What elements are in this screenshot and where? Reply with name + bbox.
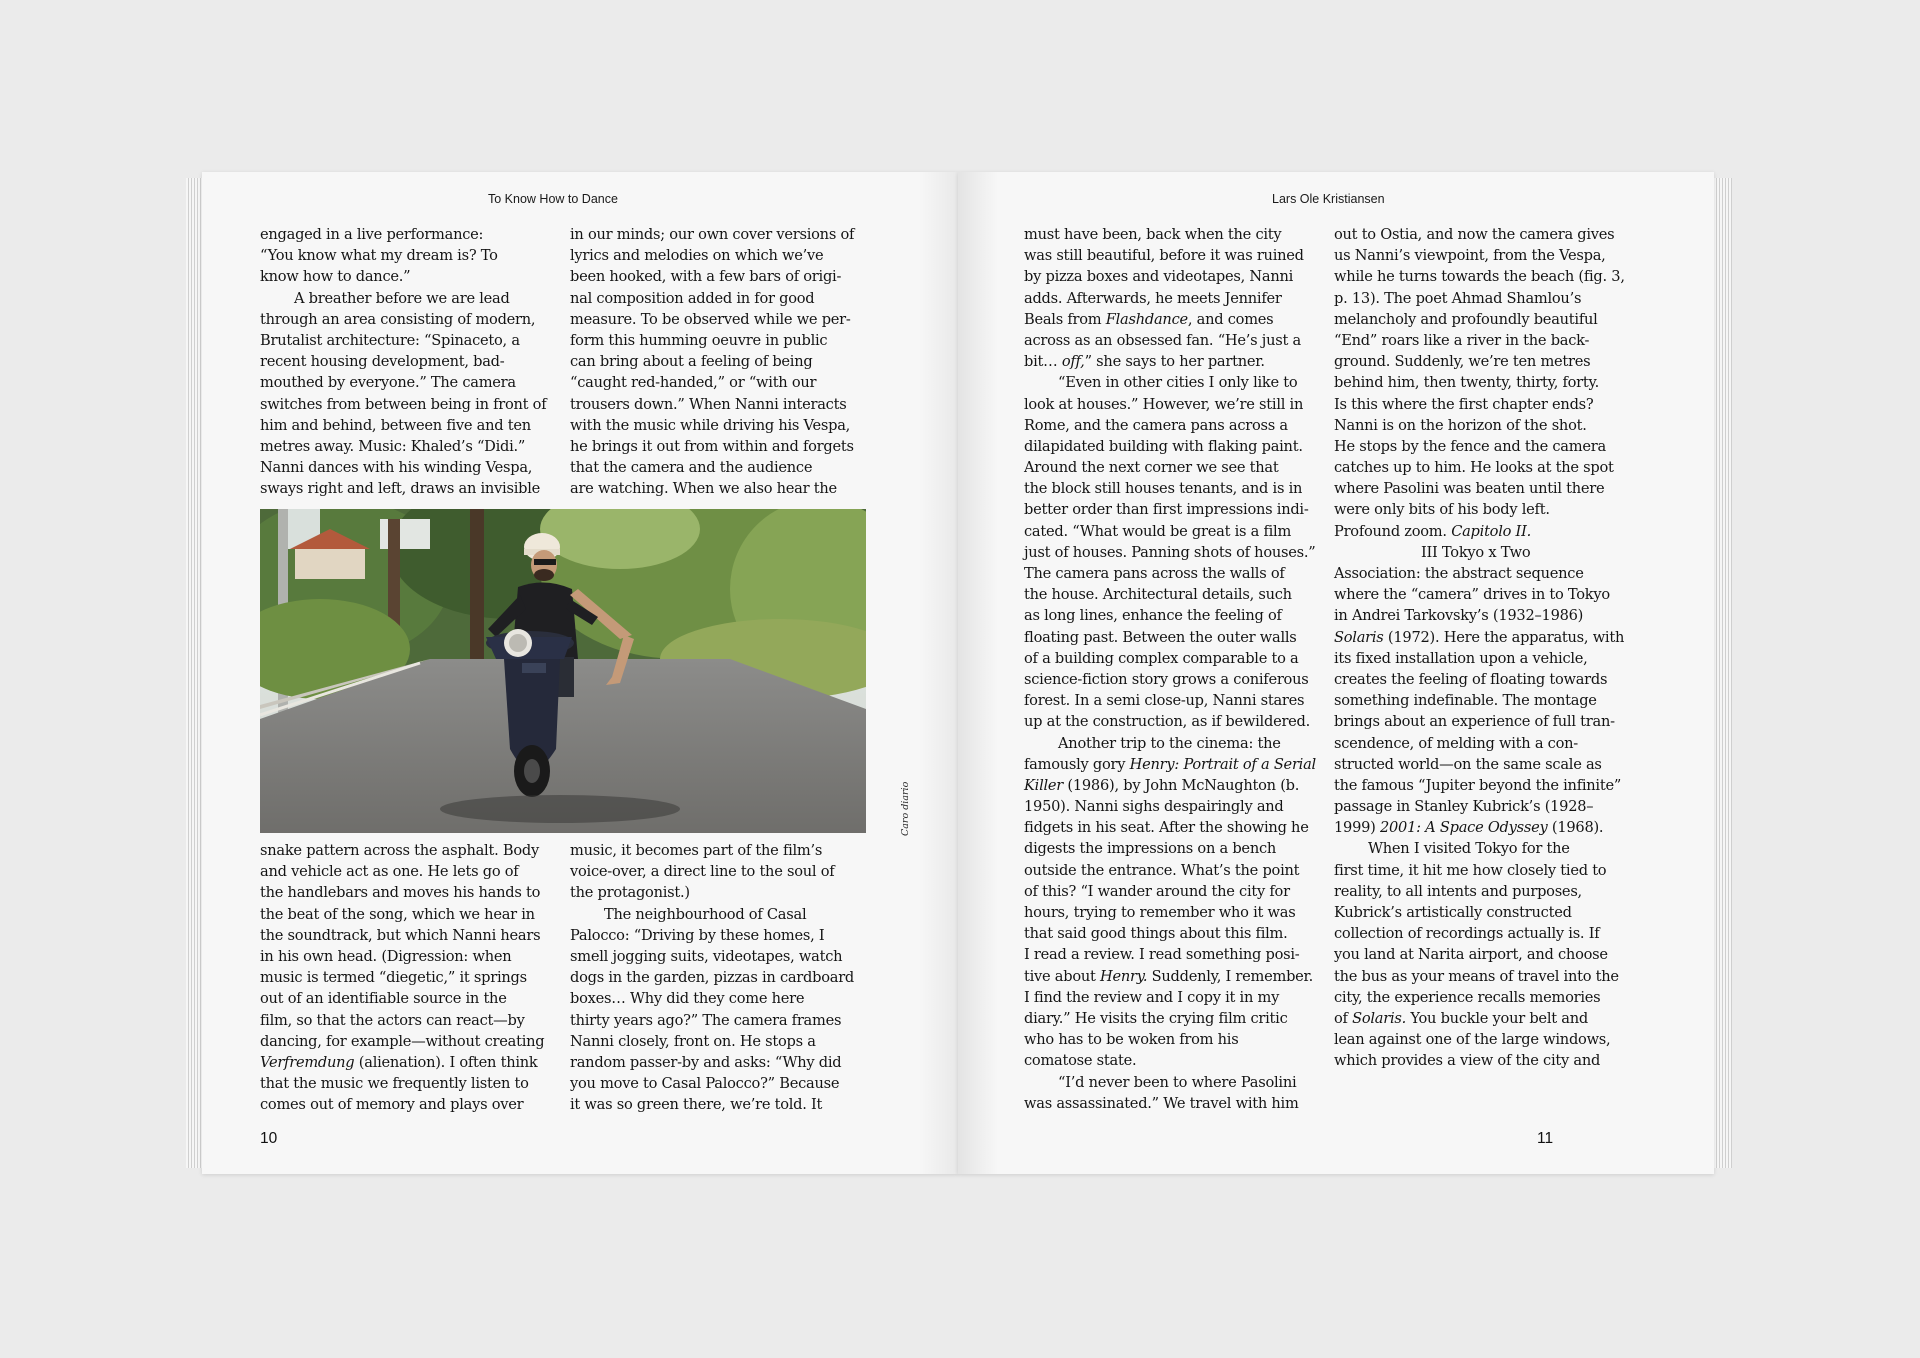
text-line: with the music while driving his Vespa, bbox=[570, 416, 851, 434]
text-line: film, so that the actors can react—by bbox=[260, 1011, 525, 1029]
text-line: floating past. Between the outer walls bbox=[1024, 628, 1297, 646]
text-line: the handlebars and moves his hands to bbox=[260, 884, 541, 902]
text-line: been hooked, with a few bars of origi- bbox=[570, 268, 842, 286]
film-still-photo bbox=[260, 509, 866, 833]
text-line: out to Ostia, and now the camera gives bbox=[1334, 226, 1615, 243]
text-fragment: famously gory bbox=[1024, 755, 1130, 773]
text-line: I find the review and I copy it in my bbox=[1024, 988, 1280, 1006]
page-number-right: 11 bbox=[1537, 1130, 1554, 1147]
text-line: that the music we frequently listen to bbox=[260, 1075, 529, 1093]
text-fragment: tive about bbox=[1024, 967, 1101, 985]
text-line: scendence, of melding with a con- bbox=[1334, 734, 1578, 752]
text-line: “Even in other cities I only like to bbox=[1058, 374, 1298, 392]
text-line: which provides a view of the city and bbox=[1334, 1052, 1601, 1070]
left-col2-bottom bbox=[570, 840, 870, 1115]
italic-title: 2001: A Space Odyssey bbox=[1379, 819, 1548, 837]
text-line: “I’d never been to where Pasolini bbox=[1058, 1073, 1297, 1091]
text-line: music is termed “diegetic,” it springs bbox=[260, 969, 527, 987]
text-fragment: bit… bbox=[1024, 353, 1062, 371]
text-line: Palocco: “Driving by these homes, I bbox=[570, 926, 825, 944]
italic-title: Solaris bbox=[1334, 628, 1384, 646]
text-line bbox=[1024, 775, 1324, 796]
text-line: the soundtrack, but which Nanni hears bbox=[260, 926, 541, 944]
text-line: him and behind, between five and ten bbox=[260, 416, 531, 434]
running-head-left: To Know How to Dance bbox=[488, 192, 618, 206]
gutter-shadow bbox=[958, 172, 998, 1174]
text-fragment: ” she says to her partner. bbox=[1084, 353, 1265, 371]
text-line: you move to Casal Palocco?” Because bbox=[570, 1075, 840, 1093]
text-line: was still beautiful, before it was ruined bbox=[1024, 247, 1304, 265]
text-line: collection of recordings actually is. If bbox=[1334, 925, 1600, 943]
text-line: Around the next corner we see that bbox=[1024, 459, 1279, 477]
right-page bbox=[958, 172, 1714, 1174]
text-line: ground. Suddenly, we’re ten metres bbox=[1334, 353, 1591, 371]
text-fragment: (1986), by John McNaughton (b. bbox=[1063, 776, 1300, 794]
text-line: smell jogging suits, videotapes, watch bbox=[570, 947, 843, 965]
text-line: better order than first impressions indi- bbox=[1024, 501, 1309, 519]
text-line: through an area consisting of modern, bbox=[260, 310, 536, 328]
text-line: When I visited Tokyo for the bbox=[1368, 840, 1570, 858]
running-head-right: Lars Ole Kristiansen bbox=[1272, 192, 1385, 206]
text-line: form this humming oeuvre in public bbox=[570, 331, 828, 349]
italic-term: Verfremdung bbox=[260, 1053, 355, 1071]
text-line: p. 13). The poet Ahmad Shamlou’s bbox=[1334, 289, 1582, 307]
text-line: were only bits of his body left. bbox=[1334, 501, 1550, 519]
text-line: who has to be woken from his bbox=[1024, 1031, 1239, 1049]
text-line: city, the experience recalls memories bbox=[1334, 988, 1601, 1006]
text-line: first time, it hit me how closely tied to bbox=[1334, 861, 1607, 879]
italic-title: Flashdance bbox=[1105, 310, 1188, 328]
text-line: music, it becomes part of the film’s bbox=[570, 842, 823, 859]
text-line: Nanni dances with his winding Vespa, bbox=[260, 459, 533, 477]
text-line: hours, trying to remember who it was bbox=[1024, 904, 1296, 921]
right-col2 bbox=[1334, 224, 1644, 1072]
vespa-rider-illustration bbox=[260, 509, 866, 833]
text-line: mouthed by everyone.” The camera bbox=[260, 374, 516, 392]
text-line: while he turns towards the beach (fig. 3, bbox=[1334, 268, 1625, 286]
caption-title: Caro diario bbox=[900, 781, 911, 836]
text-line: “End” roars like a river in the back- bbox=[1334, 331, 1590, 349]
text-fragment: 1999) bbox=[1334, 819, 1380, 837]
text-line: it was so green there, we’re told. It bbox=[570, 1096, 823, 1114]
text-line: dilapidated building with flaking paint. bbox=[1024, 437, 1303, 455]
text-line: cated. “What would be great is a film bbox=[1024, 522, 1292, 540]
text-line: sways right and left, draws an invisible bbox=[260, 480, 541, 498]
text-line: Nanni is on the horizon of the shot. bbox=[1334, 416, 1587, 434]
text-line: switches from between being in front of bbox=[260, 395, 547, 413]
text-line: trousers down.” When Nanni interacts bbox=[570, 395, 847, 413]
right-col1 bbox=[1024, 224, 1324, 1114]
text-line: thirty years ago?” The camera frames bbox=[570, 1011, 842, 1029]
text-line: was assassinated.” We travel with him bbox=[1024, 1094, 1299, 1112]
text-line: Nanni closely, front on. He stops a bbox=[570, 1032, 816, 1050]
text-line: structed world—on the same scale as bbox=[1334, 755, 1602, 773]
text-line: metres away. Music: Khaled’s “Didi.” bbox=[260, 437, 526, 455]
text-fragment: Suddenly, I remember. bbox=[1147, 967, 1314, 985]
text-line: he brings it out from within and forgets bbox=[570, 437, 854, 455]
text-line bbox=[1024, 351, 1324, 372]
text-line: reality, to all intents and purposes, bbox=[1334, 882, 1582, 900]
text-fragment: (1972). Here the apparatus, with bbox=[1383, 628, 1625, 646]
text-line: look at houses.” However, we’re still in bbox=[1024, 395, 1304, 413]
text-line: in our minds; our own cover versions of bbox=[570, 226, 855, 243]
left-col2-top bbox=[570, 224, 870, 499]
text-line: behind him, then twenty, thirty, forty. bbox=[1334, 374, 1599, 392]
left-col1-bottom bbox=[260, 840, 560, 1115]
text-line: diary.” He visits the crying film critic bbox=[1024, 1009, 1288, 1027]
text-line: in Andrei Tarkovsky’s (1932–1986) bbox=[1334, 607, 1584, 625]
text-line: where Pasolini was beaten until there bbox=[1334, 480, 1605, 498]
text-line: random passer-by and asks: “Why did bbox=[570, 1053, 842, 1071]
text-line: brings about an experience of full tran- bbox=[1334, 713, 1615, 731]
text-line: Another trip to the cinema: the bbox=[1058, 734, 1281, 752]
caption-text bbox=[900, 782, 911, 836]
text-line: must have been, back when the city bbox=[1024, 226, 1282, 243]
text-line: the block still houses tenants, and is in bbox=[1024, 480, 1303, 498]
text-line: The camera pans across the walls of bbox=[1024, 565, 1285, 582]
text-line: as long lines, enhance the feeling of bbox=[1024, 607, 1282, 625]
text-line: lyrics and melodies on which we’ve bbox=[570, 247, 824, 265]
text-line: Is this where the first chapter ends? bbox=[1334, 395, 1594, 413]
text-line: its fixed installation upon a vehicle, bbox=[1334, 649, 1588, 667]
text-fragment: Beals from bbox=[1024, 310, 1106, 328]
text-line: dancing, for example—without creating bbox=[260, 1032, 545, 1050]
text-line: nal composition added in for good bbox=[570, 289, 815, 307]
text-line: boxes… Why did they come here bbox=[570, 990, 805, 1008]
text-line: where the “camera” drives in to Tokyo bbox=[1334, 586, 1610, 604]
text-line: Brutalist architecture: “Spinaceto, a bbox=[260, 331, 520, 349]
text-line: “caught red-handed,” or “with our bbox=[570, 374, 817, 392]
text-line: lean against one of the large windows, bbox=[1334, 1031, 1611, 1049]
text-line: outside the entrance. What’s the point bbox=[1024, 861, 1300, 879]
text-fragment: You buckle your belt and bbox=[1406, 1009, 1588, 1027]
text-line: know how to dance.” bbox=[260, 268, 411, 286]
text-line: comatose state. bbox=[1024, 1052, 1137, 1070]
text-line: voice-over, a direct line to the soul of bbox=[570, 863, 835, 881]
text-line: the bus as your means of travel into the bbox=[1334, 967, 1619, 985]
text-line: the protagonist.) bbox=[570, 884, 690, 902]
italic-title: Solaris. bbox=[1352, 1009, 1407, 1027]
text-line: of this? “I wander around the city for bbox=[1024, 882, 1290, 900]
text-line bbox=[1334, 1008, 1644, 1029]
text-line: recent housing development, bad- bbox=[260, 353, 505, 371]
text-line: adds. Afterwards, he meets Jennifer bbox=[1024, 289, 1282, 307]
text-fragment: , and comes bbox=[1187, 310, 1274, 328]
text-line: Kubrick’s artistically constructed bbox=[1334, 904, 1572, 921]
text-line: creates the feeling of floating towards bbox=[1334, 670, 1608, 688]
italic-title: Capitolo II. bbox=[1451, 522, 1531, 540]
text-line: that said good things about this film. bbox=[1024, 925, 1288, 943]
text-line: “You know what my dream is? To bbox=[260, 247, 498, 265]
text-line: something indefinable. The montage bbox=[1334, 692, 1597, 710]
text-line: fidgets in his seat. After the showing he bbox=[1024, 819, 1309, 837]
italic-title: Henry. bbox=[1100, 967, 1148, 985]
text-line: comes out of memory and plays over bbox=[260, 1096, 524, 1114]
italic-title: Henry: Portrait of a Serial bbox=[1129, 755, 1316, 773]
text-line: He stops by the fence and the camera bbox=[1334, 437, 1606, 455]
text-line: passage in Stanley Kubrick’s (1928– bbox=[1334, 798, 1594, 816]
text-fragment: Profound zoom. bbox=[1334, 522, 1452, 540]
text-line bbox=[1024, 309, 1324, 330]
text-line: dogs in the garden, pizzas in cardboard bbox=[570, 969, 855, 987]
text-line bbox=[1334, 817, 1644, 838]
text-line: A breather before we are lead bbox=[294, 289, 510, 307]
text-line bbox=[1024, 754, 1324, 775]
text-line: science-fiction story grows a coniferous bbox=[1024, 670, 1309, 688]
text-line: digests the impressions on a bench bbox=[1024, 840, 1277, 858]
open-book bbox=[186, 172, 1732, 1174]
text-line: Association: the abstract sequence bbox=[1334, 565, 1584, 582]
text-line: Rome, and the camera pans across a bbox=[1024, 416, 1288, 434]
text-line bbox=[1334, 627, 1644, 648]
page-edges-right bbox=[1714, 178, 1732, 1168]
text-line: engaged in a live performance: bbox=[260, 226, 484, 243]
gutter-shadow bbox=[918, 172, 958, 1174]
text-line: just of houses. Panning shots of houses.” bbox=[1024, 543, 1316, 561]
section-heading: III Tokyo x Two bbox=[1421, 543, 1531, 561]
text-line: the beat of the song, which we hear in bbox=[260, 905, 535, 923]
text-line: in his own head. (Digression: when bbox=[260, 947, 512, 965]
text-line: snake pattern across the asphalt. Body bbox=[260, 842, 539, 859]
text-line: The neighbourhood of Casal bbox=[604, 905, 807, 923]
text-line: 1950). Nanni sighs despairingly and bbox=[1024, 798, 1284, 816]
text-line: measure. To be observed while we per- bbox=[570, 310, 851, 328]
text-line: I read a review. I read something posi- bbox=[1024, 946, 1300, 964]
text-line: us Nanni’s viewpoint, from the Vespa, bbox=[1334, 247, 1606, 265]
text-line: are watching. When we also hear the bbox=[570, 480, 837, 498]
text-line: forest. In a semi close-up, Nanni stares bbox=[1024, 692, 1305, 710]
italic-title: Killer bbox=[1024, 776, 1064, 794]
text-line bbox=[1334, 521, 1644, 542]
text-line: by pizza boxes and videotapes, Nanni bbox=[1024, 268, 1294, 286]
text-line: you land at Narita airport, and choose bbox=[1334, 946, 1608, 964]
text-line: can bring about a feeling of being bbox=[570, 353, 813, 371]
text-line: up at the construction, as if bewildered. bbox=[1024, 713, 1311, 731]
text-line: that the camera and the audience bbox=[570, 459, 813, 477]
text-line: and vehicle act as one. He lets go of bbox=[260, 863, 519, 881]
text-fragment: (alienation). I often think bbox=[358, 1053, 538, 1071]
text-line: across as an obsessed fan. “He’s just a bbox=[1024, 331, 1301, 349]
text-line: the famous “Jupiter beyond the infinite” bbox=[1334, 776, 1622, 794]
text-fragment: (1968). bbox=[1547, 819, 1604, 837]
text-line: out of an identifiable source in the bbox=[260, 990, 507, 1008]
page-number-left: 10 bbox=[260, 1130, 278, 1147]
left-page bbox=[202, 172, 958, 1174]
left-col1-top bbox=[260, 224, 560, 499]
text-line: of a building complex comparable to a bbox=[1024, 649, 1299, 667]
figure-caption bbox=[888, 506, 911, 836]
text-fragment: of bbox=[1334, 1009, 1353, 1027]
text-line: the house. Architectural details, such bbox=[1024, 586, 1292, 604]
text-line bbox=[1024, 966, 1324, 987]
italic-word: off, bbox=[1061, 353, 1085, 371]
text-line bbox=[260, 1052, 560, 1073]
text-line: melancholy and profoundly beautiful bbox=[1334, 310, 1598, 328]
text-line: catches up to him. He looks at the spot bbox=[1334, 459, 1614, 477]
